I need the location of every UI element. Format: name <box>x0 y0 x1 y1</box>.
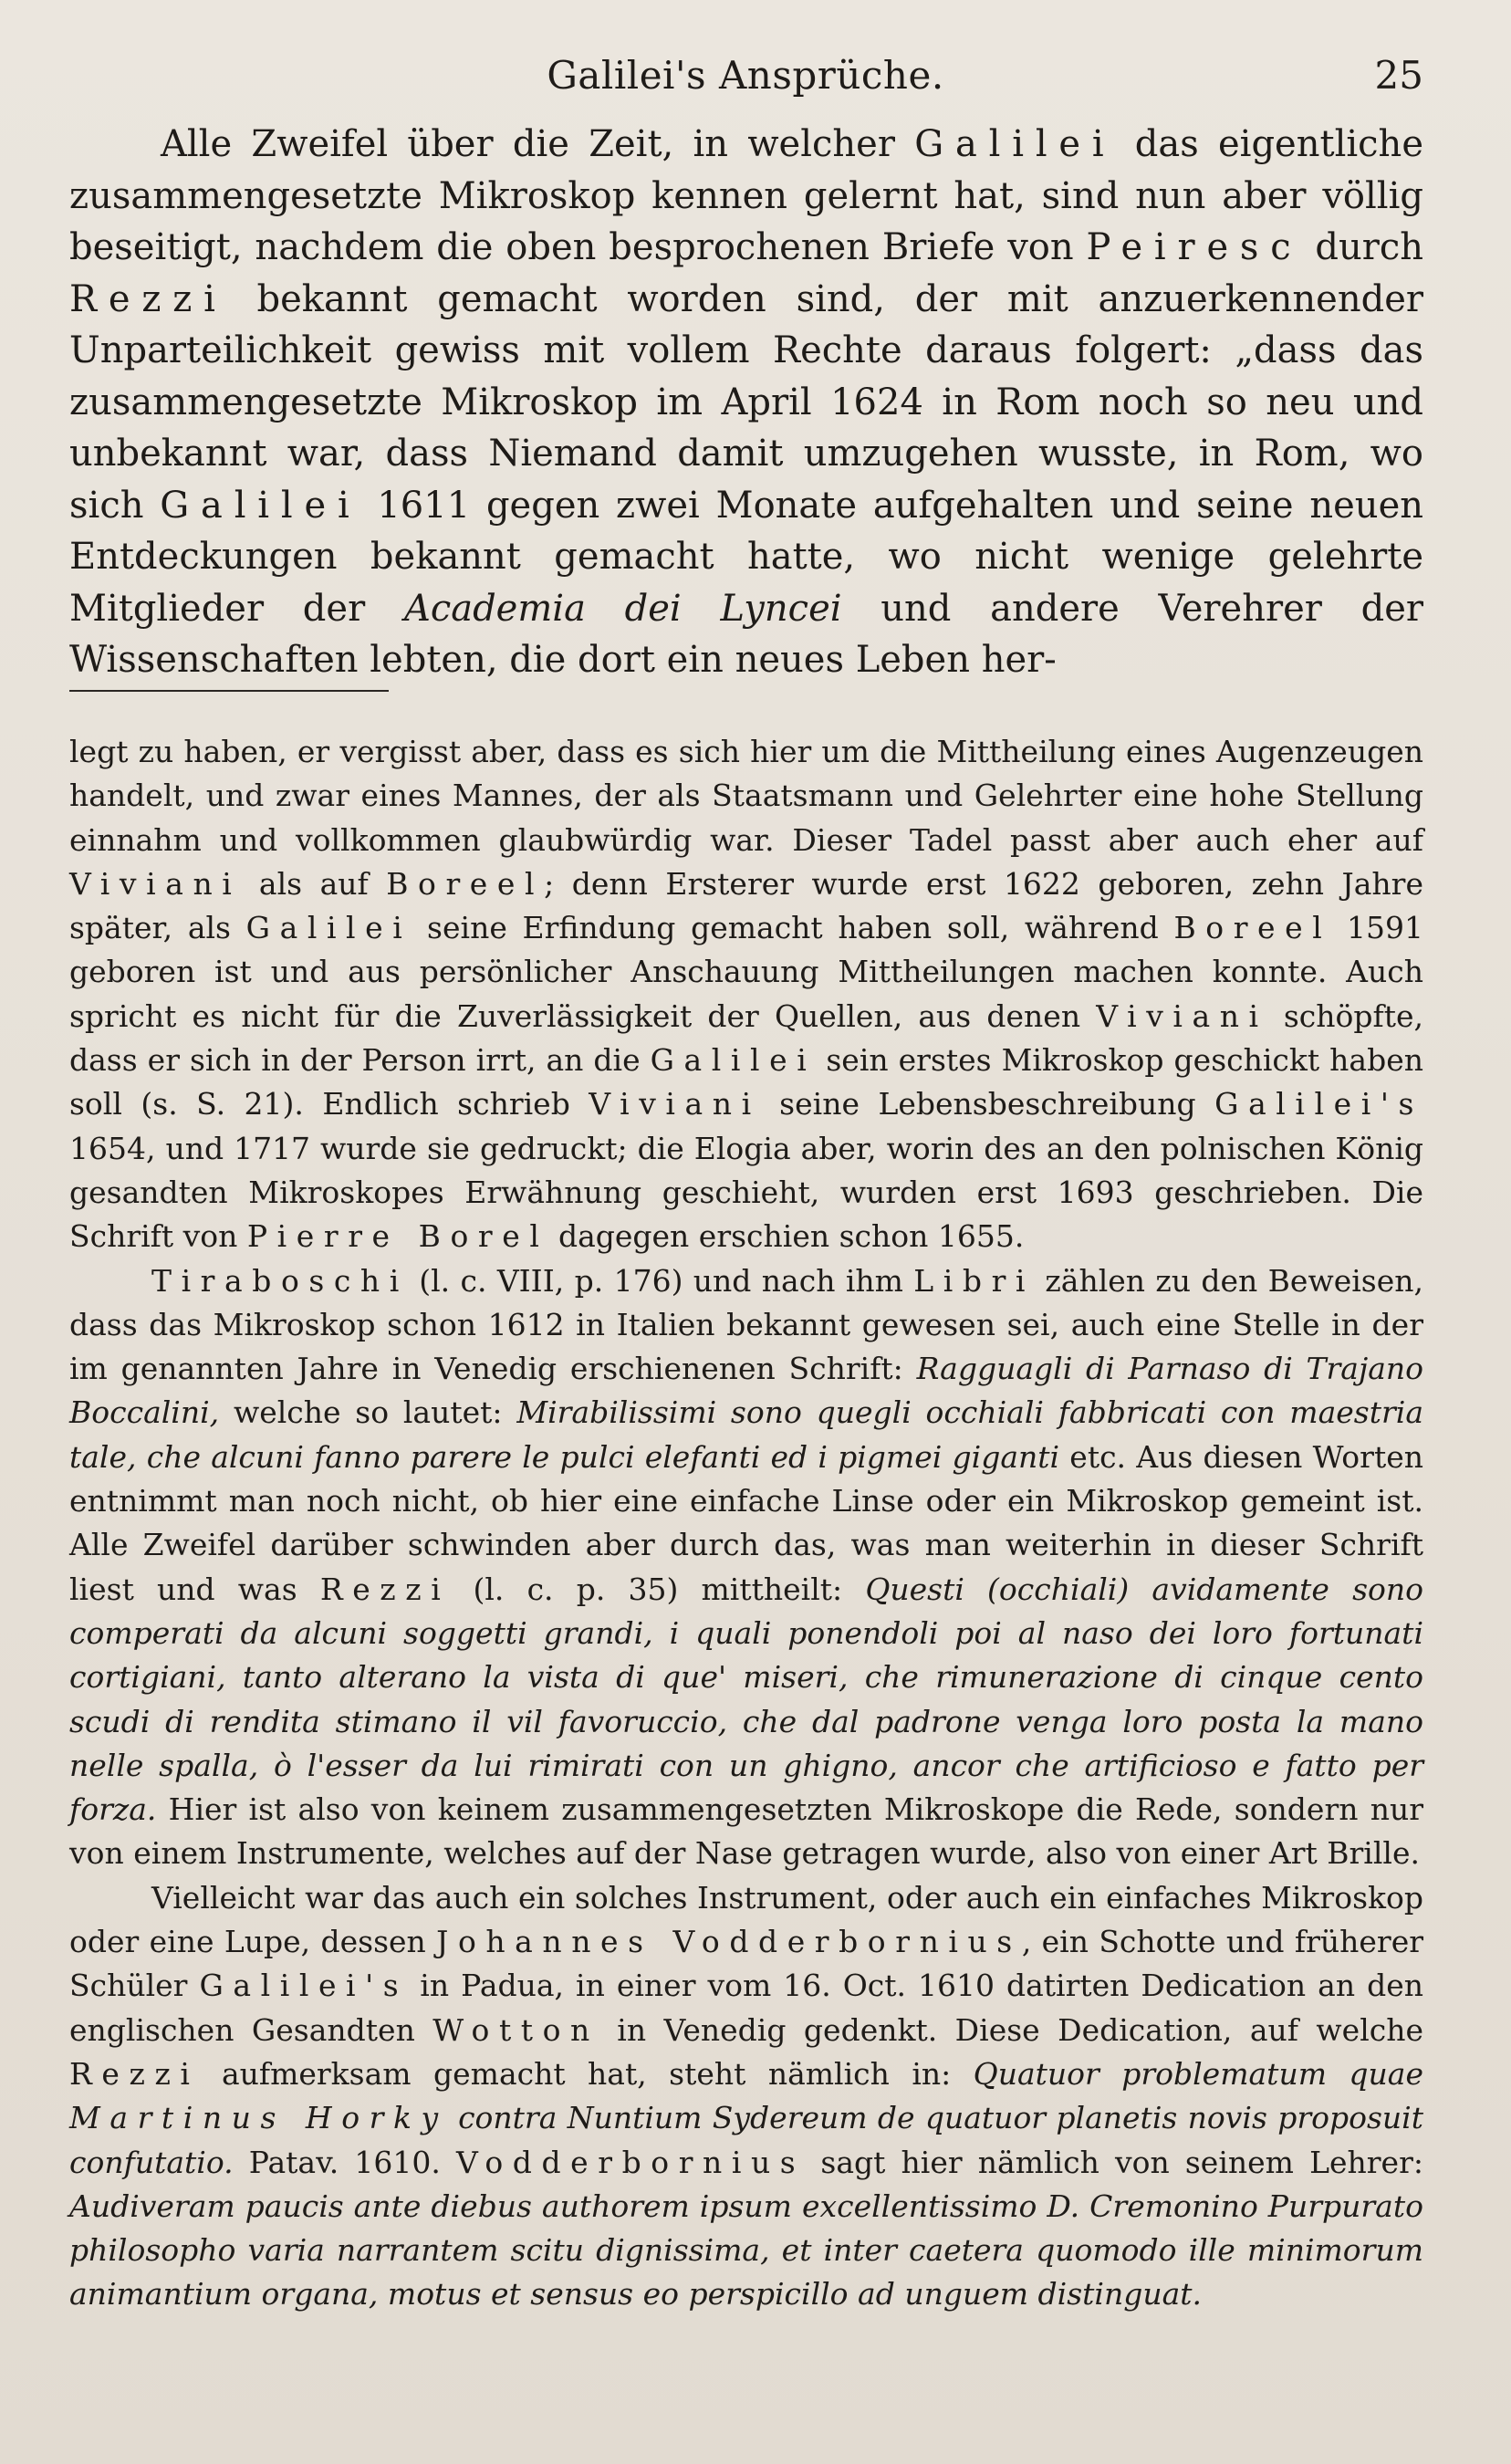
text-segment: durch <box>1302 226 1424 268</box>
text-segment: seine Lebensbeschreibung <box>760 1086 1215 1122</box>
italic-title: Academia dei Lyncei <box>403 587 842 630</box>
italic-title: contra Nuntium Sydereum de quatuor planetis novis proposuit confutatio. <box>69 2100 1423 2180</box>
text-segment: welche so lautet: <box>219 1394 517 1431</box>
italic-title: Ragguagli di Parnaso di Trajano Boccalini, <box>69 1351 1423 1431</box>
person-name: Libri <box>913 1262 1036 1299</box>
page-number: 25 <box>1374 53 1423 98</box>
text-segment: etc. Aus diesen Worten entnimmt man noch nicht, ob hier eine einfache Linse oder ein Mikroskop gemeint ist. Alle Zweifel darüber schwinden aber durch das, was man weiterhin in dieser Schrift liest und was <box>69 1438 1423 1607</box>
footnote-divider <box>69 690 389 692</box>
text-segment: Patav. 1610. <box>233 2144 457 2180</box>
person-name: Rezzi <box>69 277 227 320</box>
text-segment: ; denn Ersterer wurde erst 1622 geboren, zehn Jahre später, als <box>69 865 1423 946</box>
text-segment: und andere Verehrer der Wissenschaften lebten, die dort ein neues Leben her- <box>69 587 1423 681</box>
text-segment: (l. c. p. 35) mittheilt: <box>450 1571 866 1607</box>
person-name: Rezzi <box>69 2055 200 2092</box>
footnote-text <box>69 730 1423 2317</box>
person-name: Pierre Borel <box>246 1218 549 1255</box>
text-segment: seine Erfindung gemacht haben soll, während <box>412 910 1174 946</box>
text-segment: das eigentliche zusammengesetzte Mikroskop kennen gelernt hat, sind nun aber völlig beseitigt, nachdem die oben besprochenen Briefe von <box>69 123 1423 268</box>
text-segment: schöpfte, dass er sich in der Person irrt, an die <box>69 997 1423 1079</box>
person-name: Galilei <box>245 910 412 946</box>
text-segment: aufmerksam gemacht hat, steht nämlich in: <box>199 2055 974 2092</box>
text-segment: (l. c. VIII, p. 176) und nach ihm <box>408 1262 914 1299</box>
italic-quote: Questi (occhiali) avidamente sono comperati da alcuni soggetti grandi, i quali ponendoli poi al naso dei loro fortunati cortigiani, tanto alterano la vista di que' miseri, che rimunerazione di cinque cento scudi di rendita stimano il vil favoruccio, che dal padrone venga loro posta la mano nelle spalla, ò l'esser da lui rimirati con un ghigno, ancor che artificioso e fatto per forza. <box>69 1571 1424 1828</box>
text-segment: als auf <box>241 865 387 902</box>
text-segment: in Venedig gedenkt. Diese Dedication, auf welche <box>599 2011 1424 2048</box>
person-name: Vodderbornius <box>456 2144 806 2180</box>
person-name: Galilei's <box>199 1968 409 2004</box>
person-name: Martinus Horky <box>69 2100 448 2136</box>
person-name: Tiraboschi <box>151 1262 409 1299</box>
text-segment: sein erstes Mikroskop geschickt haben soll (s. S. 21). Endlich schrieb <box>69 1042 1424 1122</box>
text-segment: dagegen erschien schon 1655. <box>548 1218 1025 1255</box>
person-name: Viviani <box>1096 997 1268 1034</box>
running-title: Galilei's Ansprüche. <box>547 53 944 98</box>
person-name: Johannes Vodderbornius <box>436 1924 1022 1960</box>
text-segment: 1591 geboren ist und aus persönlicher Anschauung Mittheilungen machen konnte. Auch spricht es nicht für die Zuverlässigkeit der Quellen, aus denen <box>69 910 1423 1034</box>
person-name: Wotton <box>432 2011 599 2048</box>
person-name: Galilei <box>650 1042 817 1079</box>
text-segment: in Padua, in einer vom 16. Oct. 1610 datirten Dedication an den englischen Gesandten <box>69 1968 1423 2048</box>
text-segment: zählen zu den Beweisen, dass das Mikroskop schon 1612 in Italien bekannt gewesen sei, auch eine Stelle in der im genannten Jahre in Venedig erschienenen Schrift: <box>69 1262 1423 1387</box>
person-name: Galilei's <box>1214 1086 1423 1122</box>
footnote-paragraph <box>69 1259 1423 1876</box>
text-segment: sagt hier nämlich von seinem Lehrer: <box>805 2144 1423 2180</box>
text-segment: 1654, und 1717 wurde sie gedruckt; die Elogia aber, worin des an den polnischen König gesandten Mikroskopes Erwähnung geschieht, wurden erst 1693 geschrieben. Die Schrift von <box>69 1130 1423 1255</box>
text-segment: Hier ist also von keinem zusammengesetzten Mikroskope die Rede, sondern nur von einem Instrumente, welches auf der Nase getragen wurde, also von einer Art Brille. <box>69 1791 1423 1872</box>
main-paragraph <box>69 119 1423 686</box>
footnote-paragraph <box>69 1876 1423 2317</box>
text-segment: Alle Zweifel über die Zeit, in welcher <box>161 123 915 165</box>
person-name: Boreel <box>1173 910 1332 946</box>
text-segment: bekannt gemacht worden sind, der mit anzuerkennender Unparteilichkeit gewiss mit vollem Rechte daraus folgert: „dass das zusammengesetzte Mikroskop im April 1624 in Rom noch so neu und unbekannt war, dass Niemand damit umzugehen wusste, in Rom, wo sich <box>69 277 1423 527</box>
page-header <box>68 53 1423 108</box>
person-name: Boreel <box>386 865 545 902</box>
italic-quote: Audiveram paucis ante diebus authorem ipsum excellentissimo D. Cremonino Purpurato philosopho varia narrantem scitu dignissima, et inter caetera quomodo ille minimorum animantium organa, motus et sensus eo perspicillo ad unguem distinguat. <box>69 2187 1423 2313</box>
text-segment: Vielleicht war das auch ein solches Instrument, oder auch ein einfaches Mikroskop oder eine Lupe, dessen <box>69 1879 1423 1960</box>
person-name: Galilei <box>160 484 361 527</box>
person-name: Rezzi <box>319 1571 451 1607</box>
text-segment: 1611 gegen zwei Monate aufgehalten und seine neuen Entdeckungen bekannt gemacht hatte, wo nicht wenige gelehrte Mitglieder der <box>69 484 1424 630</box>
person-name: Viviani <box>589 1086 761 1122</box>
person-name: Viviani <box>69 865 242 902</box>
main-text <box>69 119 1423 686</box>
italic-quote: Mirabilissimi sono quegli occhiali fabbricati con maestria tale, che alcuni fanno parere le pulci elefanti ed i pigmei giganti <box>69 1394 1424 1475</box>
text-segment: , ein Schotte und früherer Schüler <box>69 1924 1423 2004</box>
footnote-paragraph <box>69 730 1423 1259</box>
person-name: Peiresc <box>1086 226 1303 268</box>
italic-title: Quatuor problematum quae <box>973 2055 1423 2092</box>
text-segment: legt zu haben, er vergisst aber, dass es sich hier um die Mittheilung eines Augenzeugen handelt, und zwar eines Mannes, der als Staatsmann und Gelehrter eine hohe Stellung einnahm und vollkommen glaubwürdig war. Dieser Tadel passt aber auch eher auf <box>69 734 1423 858</box>
person-name: Galilei <box>914 123 1116 165</box>
